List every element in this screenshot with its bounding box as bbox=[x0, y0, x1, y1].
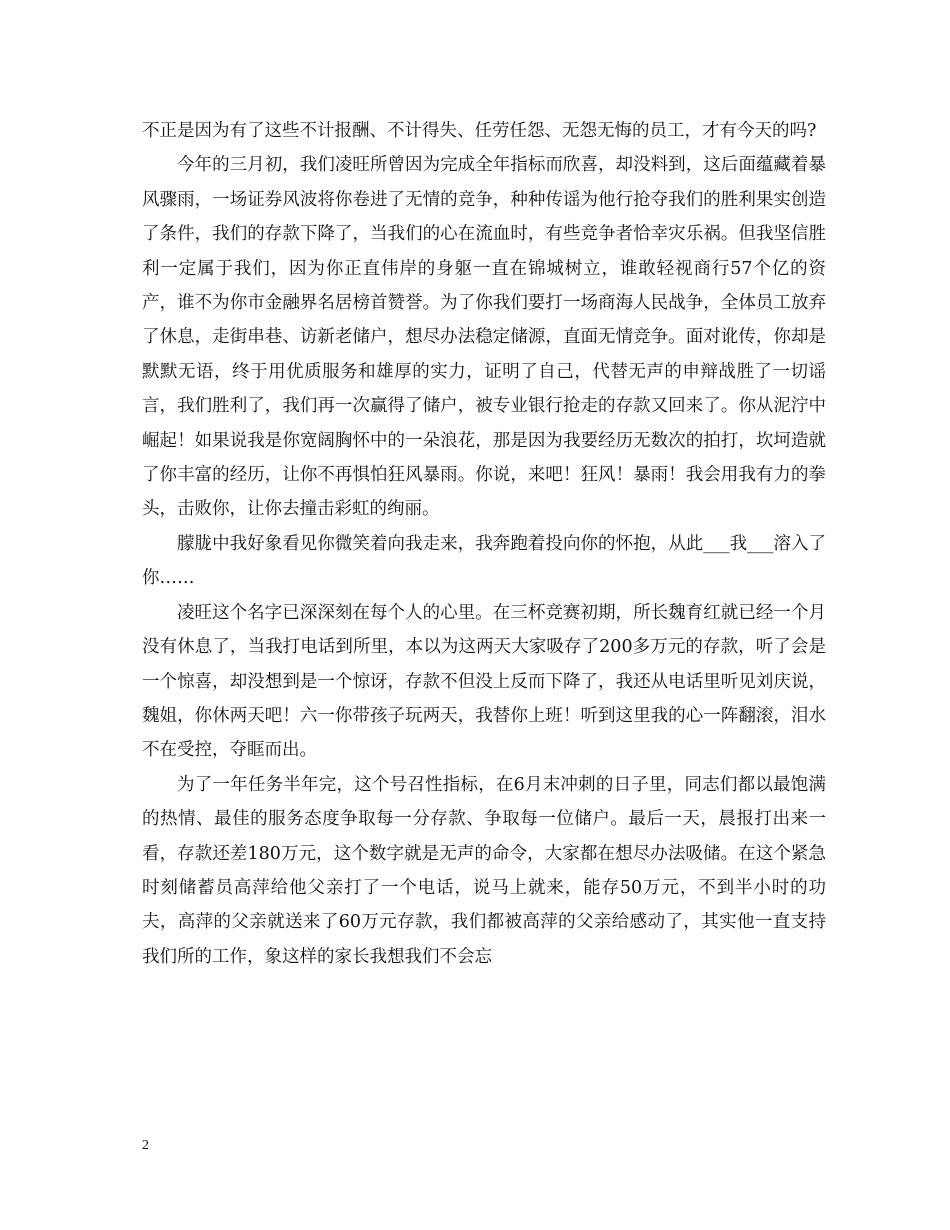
paragraph-3: 朦胧中我好象看见你微笑着向我走来，我奔跑着投向你的怀抱，从此___我___溶入了你…… bbox=[142, 533, 826, 589]
page-number: 2 bbox=[142, 1138, 149, 1153]
document-body bbox=[142, 114, 826, 974]
paragraph-1: 不正是因为有了这些不计报酬、不计得失、任劳任怨、无怨无悔的员工，才有今天的吗? bbox=[142, 121, 817, 141]
paragraph-5: 为了一年任务半年完，这个号召性指标，在6月末冲刺的日子里，同志们都以最饱满的热情、最佳的服务态度争取每一分存款、争取每一位储户。最后一天，晨报打出来一看，存款还差180万元，这个数字就是无声的命令，大家都在想尽办法吸储。在这个紧急时刻储蓄员高萍给他父亲打了一个电话，说马上就来，能存50万元，不到半小时的功夫，高萍的父亲就送来了60万元存款，我们都被高萍的父亲给感动了，其实他一直支持我们所的工作，象这样的家长我想我们不会忘 bbox=[142, 774, 826, 967]
paragraph-2: 今年的三月初，我们凌旺所曾因为完成全年指标而欣喜，却没料到，这后面蕴藏着暴风骤雨，一场证券风波将你卷进了无情的竞争，种种传谣为他行抢夺我们的胜利果实创造了条件，我们的存款下降了，当我们的心在流血时，有些竞争者恰幸灾乐祸。但我坚信胜利一定属于我们，因为你正直伟岸的身躯一直在锦城树立，谁敢轻视商行57个亿的资产，谁不为你市金融界名居榜首赞誉。为了你我们要打一场商海人民战争，全体员工放弃了休息，走街串巷、访新老储户，想尽办法稳定储源，直面无情竞争。面对讹传，你却是默默无语，终于用优质服务和雄厚的实力，证明了自己，代替无声的申辩战胜了一切谣言，我们胜利了，我们再一次赢得了储户，被专业银行抢走的存款又回来了。你从泥泞中崛起！如果说我是你宽阔胸怀中的一朵浪花，那是因为我要经历无数次的拍打，坎坷造就了你丰富的经历，让你不再惧怕狂风暴雨。你说，来吧！狂风！暴雨！我会用我有力的拳头，击败你，让你去撞击彩虹的绚丽。 bbox=[142, 155, 826, 520]
paragraph-4: 凌旺这个名字已深深刻在每个人的心里。在三杯竞赛初期，所长魏育红就已经一个月没有休息了，当我打电话到所里，本以为这两天大家吸存了200多万元的存款，听了会是一个惊喜，却没想到是一个惊讶，存款不但没上反而下降了，我还从电话里听见刘庆说，魏姐，你休两天吧！六一你带孩子玩两天，我替你上班！听到这里我的心一阵翻滚，泪水不在受控，夺眶而出。 bbox=[142, 602, 826, 761]
